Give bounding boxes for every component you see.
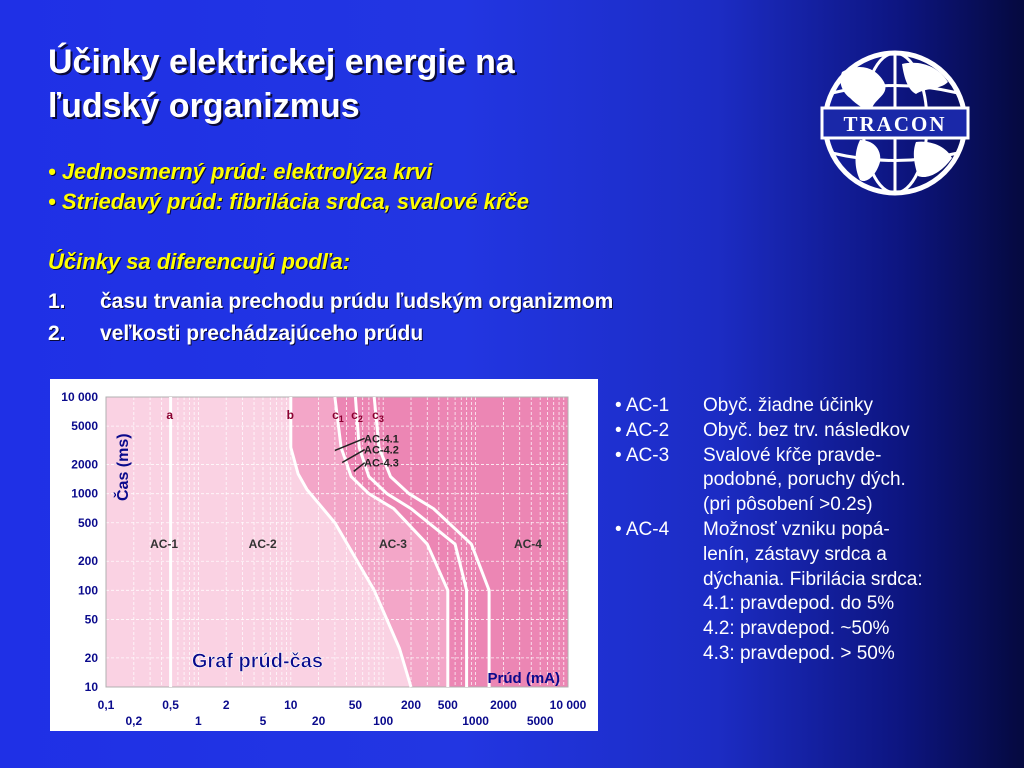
x-tick-label: 2 [222, 698, 230, 712]
legend-line: 4.1: pravdepod. do 5% [703, 593, 895, 615]
list-number: 2. [48, 322, 66, 345]
x-tick-label: 100 [373, 714, 394, 728]
numbered-list [48, 286, 828, 350]
zone-label: AC-4 [513, 537, 542, 552]
legend-line: dýchania. Fibrilácia srdca: [703, 568, 923, 590]
y-tick-label: 5000 [71, 419, 98, 434]
list-item [48, 318, 828, 350]
y-tick-label: 200 [77, 554, 98, 569]
legend-line: (pri pôsobení >0.2s) [703, 494, 873, 516]
zone-legend [615, 394, 1015, 667]
x-tick-label: 50 [348, 698, 363, 712]
chart-title: Graf prúd-čas [191, 650, 324, 673]
bullet-ac: • Striedavý prúd: fibrilácia srdca, svalové kŕče [48, 189, 529, 214]
tracon-logo [820, 48, 970, 198]
legend-item-ac2 [615, 419, 1015, 444]
x-tick-label: 0,2 [125, 714, 143, 728]
list-text: času trvania prechodu prúdu ľudským organizmom [100, 290, 614, 313]
list-number: 1. [48, 290, 66, 313]
legend-line: lenín, zástavy srdca a [703, 543, 887, 565]
bullet-list [48, 157, 808, 217]
zone-label: AC-2 [248, 537, 277, 552]
y-tick-label: 50 [84, 612, 98, 627]
legend-line: Obyč. žiadne účinky [703, 395, 874, 416]
list-text: veľkosti prechádzajúceho prúdu [100, 322, 424, 345]
legend-code: • AC-1 [615, 395, 670, 416]
bullet-dc: • Jednosmerný prúd: elektrolýza krvi [48, 159, 433, 184]
zone-label: AC-3 [378, 537, 407, 552]
x-tick-label: 200 [400, 698, 422, 712]
x-tick-label: 10 000 [549, 698, 587, 712]
curve-label-c2: $c_2$ [351, 408, 363, 424]
legend-item-ac4 [615, 518, 1015, 667]
legend-line: 4.2: pravdepod. ~50% [703, 618, 890, 640]
x-tick-label: 0,1 [97, 698, 115, 712]
legend-code: • AC-4 [615, 518, 670, 540]
x-tick-label: 20 [311, 714, 326, 728]
y-tick-label: 10 000 [61, 390, 98, 404]
curve-label-a: a [166, 408, 174, 422]
title-line-2: ľudský organizmus [48, 87, 360, 125]
curve-label-c3: $c_3$ [372, 408, 384, 424]
legend-line: Obyč. bez trv. následkov [703, 419, 910, 441]
logo-text: TRACON [843, 112, 947, 136]
legend-line: Svalové kŕče pravde- [703, 444, 882, 466]
y-axis-title: Čas (ms) [115, 433, 132, 501]
list-item [48, 286, 828, 318]
x-axis-title: Prúd (mA) [487, 670, 560, 687]
x-tick-label: 500 [437, 698, 458, 712]
subheading: Účinky sa diferencujú podľa: [48, 249, 351, 274]
legend-item-ac1 [615, 394, 1015, 419]
y-tick-label: 100 [77, 583, 98, 598]
x-tick-label: 2000 [490, 698, 517, 712]
legend-item-ac3 [615, 444, 1015, 518]
x-tick-label: 1000 [462, 714, 489, 728]
legend-line: Možnosť vzniku popá- [703, 518, 890, 540]
y-tick-label: 500 [77, 515, 98, 530]
x-tick-label: 5 [259, 714, 267, 728]
y-tick-label: 2000 [71, 457, 98, 472]
legend-code: • AC-2 [615, 419, 670, 441]
legend-line: 4.3: pravdepod. > 50% [703, 642, 895, 664]
curve-label-b: b [286, 408, 294, 422]
x-tick-label: 0,5 [162, 698, 179, 712]
zone-label: AC-1 [150, 537, 179, 552]
y-tick-label: 10 [84, 680, 98, 694]
y-tick-label: 1000 [71, 486, 98, 501]
legend-line: podobné, poruchy dých. [703, 469, 906, 491]
curve-label-c1: $c_1$ [332, 408, 344, 424]
slide-title [48, 40, 808, 128]
x-tick-label: 1 [195, 714, 202, 728]
current-time-chart [50, 379, 598, 731]
y-tick-label: 20 [84, 650, 98, 665]
chart-panel [50, 379, 598, 731]
x-tick-label: 5000 [526, 714, 554, 728]
x-tick-label: 10 [284, 698, 298, 712]
legend-code: • AC-3 [615, 444, 670, 466]
annotation-label: AC-4.3 [364, 457, 399, 470]
annotation-label: AC-4.2 [364, 444, 399, 457]
title-line-1: Účinky elektrickej energie na [48, 43, 515, 81]
annotation-label: AC-4.1 [364, 433, 399, 446]
